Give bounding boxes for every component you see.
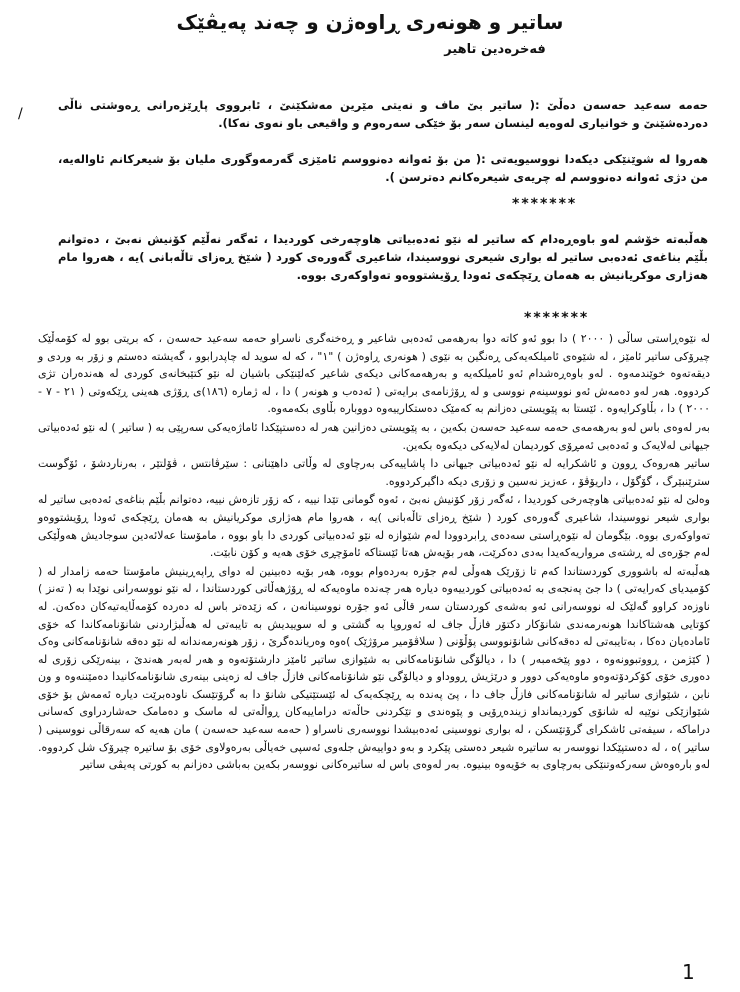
intro-paragraph-3: هەڵبەتە خۆشم لەو باوەڕەدام کە ساتیر لە نێو ئەدەبیاتی هاوچەرخی کوردیدا ، ئەگەر نەڵێم کۆنیش نەبێ ، دەتوانم بڵێم بناغەی ئەدەبی ساتیر لە بواری شیعری نووسیندا، شاعیری گەورەی کورد ( شێخ ڕەزای تاڵەبانی )یە ، هەروا مام هەژاری موکریانیش بە هەمان ڕێچکەی ئەودا ڕۆیشتووەو تەواوکەری بووە. — [58, 232, 708, 282]
article-body — [38, 330, 710, 775]
body-paragraph: لە نێوەڕاستی ساڵی ( ٢٠٠٠ ) دا بوو ئەو کاتە دوا بەرهەمی ئەدەبی شاعیر و ڕەخنەگری ناسراو حەمە سەعید حەسەن ، کە بریتی بوو لە کۆمەڵێک چیرۆکی ساتیر ئامێز ، لە شێوەی ئامیلکەیەکی ڕەنگین بە نێوی ( هونەری ڕاوەژن ) "١" ، کە لە سوید لە چاپدرابوو ، گەیشتە دەستم و زۆر بە وردی و دیقەتەوە خوێندمەوە . لەو باوەڕەشدام ئەو ئامیلکەیە و بەرهەمەکانی دیکەی شاعیر کەلێنێکی باشیان لە نێو کتێبخانەی کوردی لە هەندەران تژی کردووە. هەر لەو دەمەش ئەو نووسینەم نووسی و لە ڕۆژنامەی برایەتی ( ئەدەب و هونەر ) دا ، لە ژمارە (١٨٦)ی ڕۆژی هەینی ڕێکەوتی ( ٢١ - ٧ - ٢٠٠٠ ) دا ، بڵاوکرایەوە . ئێستا بە پێویستی دەزانم بە کەمێک دەستکارییەوە دووبارە بڵاوی بکەمەوە. — [38, 332, 710, 416]
intro-paragraph-2: هەروا لە شوێنێکی دیکەدا نووسیویەتی :( من بۆ ئەوانە دەنووسم ئامێزی گەرمەوگوری ملیان بۆ شیعرکانم ئاوالەیە، من دژی ئەوانە دەنووسم لە چریەی شیعرەکانم دەترسن ). — [58, 152, 708, 184]
page-number: 1 — [682, 960, 695, 984]
body-paragraph: وەلێ لە نێو ئەدەبیاتی هاوچەرخی کوردیدا ، ئەگەر زۆر کۆنیش نەبێ ، ئەوە گومانی تێدا نییە ، کە زۆر تازەش نییە، دەتوانم بڵێم بناغەی ئەدەبی ساتیر لە بواری شیعر نووسیندا، شاعیری گەورەی کورد ( شێخ ڕەزای تاڵەبانی )یە ، هەروا مام هەژاری موکریانیش بە هەمان ڕێچکەی ئەودا ڕۆیشتووەو تەواوکەری بووە. بێگومان لە نێوەڕاستی سەدەی ڕابردوودا لەم شێوازە لە نێو ئەدەبیاتی کوردی دا باو بووە ، مامۆستا عەلائەدین سوجادیش هەوڵێکی لەم جۆرەی لە ڕشتەی مرواریەکەیدا بەدی دەکرێت، هەر بۆیەش هەتا ئێستاکە ئامۆچڕی خۆی هەیە و کۆن نابێت. — [38, 493, 710, 560]
intro-paragraph-1: حەمە سەعید حەسەن دەڵێ :( ساتیر بێ ماف و نەیتی مێرین مەشکێنێ ، ئابرووی پاڕێزەرانی ڕەوشتی ناڵی دەردەشێنێ و خوانیاری لەوەیە لینسان سەر بۆ خێکی سەرەوم و واقیعی باو نەوی نەکا). — [58, 98, 708, 130]
author-name: فەخرەدین تاهیر — [444, 42, 546, 57]
body-paragraph: ساتیر هەروەک ڕوون و ئاشکرایە لە نێو ئەدەبیاتی جیهانی دا پاشاییەکی بەرچاوی لە وڵاتی داهێنانی : سێرڤانتس ، ڤۆلتێر ، بەرناردشۆ ، ئۆگوست سترێنبێرگ ، گۆگۆل ، داریۆڤۆ ، عەزیز نەسین و زۆری دیکە داگیرکردووە. — [38, 457, 710, 488]
page-title: ساتیر و هونەری ڕاوەژن و چەند پەیڤێک — [176, 10, 564, 34]
margin-mark: / — [18, 106, 23, 122]
separator-stars: ******* — [524, 310, 590, 326]
body-paragraph: بەر لەوەی باس لەو بەرهەمەی حەمە سەعید حەسەن بکەین ، بە پێویستی دەزانین هەر لە دەستپێکدا ئاماژەیەکی سەرپێی بە ( ساتیر ) لە نێو ئەدەبیاتی جیهانی لەلایەک و ئەدەبی ئەمڕۆی کوردیمان لەلایەکی دیکەوە بکەین. — [38, 420, 710, 452]
body-paragraph: هەڵبەتە لە باشووری کوردستاندا کەم تا زۆرێک هەوڵی لەم جۆرە بەردەوام بووە، هەر بۆیە دەبینین لە دوای ڕاپەڕینیش مامۆستا حەمە زامدار لە ( کۆمیدیای کەرایەتی ) دا جێ پەنجەی بە ئەدەبیاتی کوردییەوە دیارە هەر چەندە ماوەیەکە لە ڕۆژهەڵاتی کوردستاندا ، لە نێو نووسەرانی نوێدا بە ( تەنز ) ناوزەد کراوو گەلێک لە نووسەرانی ئەو بەشەی کوردستان سەر قاڵی ئەو جۆرە نووسینانەن ، کە زێدەتر باس لە دەردە کۆمەڵایەتیەکان دەکەن. لە کۆتایی هەشتاکاندا هونەرمەندی شانۆکار دکتۆر فازڵ جاف لە ئەوروپا بە گشتی و لە سوییدیش بە تایبەتی لە هەڵبژاردنی شانۆنامەکاندا کە خۆی ئامادەیان دەکا ، بەتایبەتی لە دەقەکانی شانۆنووسی پۆڵۆنی ( سلاڤۆمیر مرۆژێک )ەوە وەریاندەگرێ ، زۆر هونەرمەندانە لە نێو دەقە شانۆنامەکانی وەک ( کێژمن ، ڕووتبوونەوە ، دوو پێخەمبەر ) دا ، دیالۆگی شانۆنامەکانی بە شێوازی ساتیر ئامێز دارشتۆتەوە و هەر لەبەر هەندێ ، بینەرێکی زۆری لە دەوری خۆی کۆکردۆتەوەو ماوەیەکی دوور و درێژیش ڕووداو و دیالۆگی نێو شانۆنامەکانی فازڵ جاف لە زەینی بینەری شانۆنامەکانیدا دەمێننەوە و ون نابن ، شێوازی ساتیر لە شانۆنامەکانی فازڵ جاف دا ، پێ پەندە بە ڕێچکەیەک لە ئێستێتیکی شانۆ دا بە گرۆتێسک ناودەبرێت دیارە ئەمەش بۆ خۆی شێوازێکی نوێیە لە شانۆی کوردیمانداو زیندەڕۆیی و پێوەندی و تێکردنی حاڵەتە دراماییەکان ڕواڵەتی لە ماسک و دەمامک حەشاردراوی کەسانی دراماکە ، سیفەتی ئاشکرای گرۆتێسکن ، لە بواری نووسینی ئەدەبیشدا نووسەری ناسراو ( حەمە سەعید حەسەن ) مان هەیە کە سەرقاڵی نووسینی ( ساتیر )ە ، لە دەستپێکدا نووسەر بە ساتیرە شیعر دەستی پێکرد و بەو دواییەش جلەوی ئەسپی خەیاڵی بەرەولاوی خۆی بۆ ساتیرە چیرۆک شل کردووە. لەو بارەوەش سەرکەوتنێکی بەرچاوی بە خۆیەوە بینیوە. بەر لەوەی باس لە ساتیرەکانی نووسەر بکەین بەباشی دەزانم بە کورتی پەیڤی ساتیر — [38, 564, 710, 772]
separator-stars: ******* — [512, 196, 578, 212]
